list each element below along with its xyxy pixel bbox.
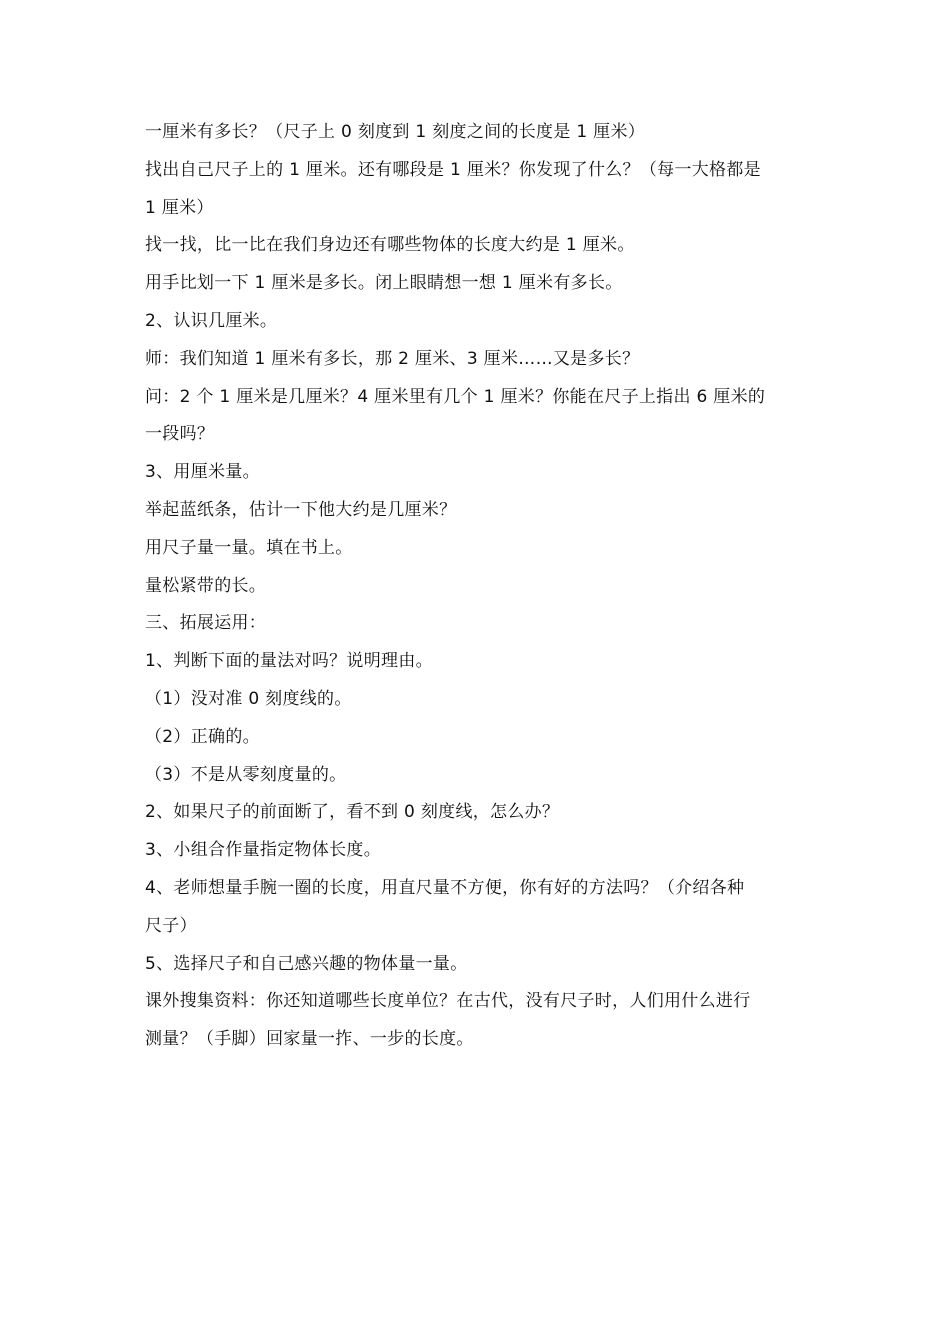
list-item: 4、老师想量手腕一圈的长度，用直尺量不方便，你有好的方法吗？（介绍各种 xyxy=(145,877,745,898)
text-line: 举起蓝纸条，估计一下他大约是几厘米？ xyxy=(145,499,457,520)
list-item: 3、小组合作量指定物体长度。 xyxy=(145,840,382,861)
text-line: 问：2 个 1 厘米是几厘米？4 厘米里有几个 1 厘米？你能在尺子上指出 6 厘米的 xyxy=(145,386,766,407)
text-line: 量松紧带的长。 xyxy=(145,575,267,596)
text-line: 用尺子量一量。填在书上。 xyxy=(145,537,353,558)
text-line: 测量？（手脚）回家量一拃、一步的长度。 xyxy=(145,1029,474,1050)
document-body xyxy=(145,114,813,1059)
text-line: 课外搜集资料：你还知道哪些长度单位？在古代，没有尺子时，人们用什么进行 xyxy=(145,991,751,1012)
section-heading: 2、认识几厘米。 xyxy=(145,310,278,331)
sub-list-item: （2）正确的。 xyxy=(145,726,260,747)
text-line: 1 厘米） xyxy=(145,197,214,218)
text-line: 一段吗？ xyxy=(145,424,215,445)
section-heading: 3、用厘米量。 xyxy=(145,462,260,483)
text-line: 用手比划一下 1 厘米是多长。闭上眼睛想一想 1 厘米有多长。 xyxy=(145,273,623,294)
text-line: 找一找，比一比在我们身边还有哪些物体的长度大约是 1 厘米。 xyxy=(145,235,635,256)
text-line: 一厘米有多长？（尺子上 0 刻度到 1 刻度之间的长度是 1 厘米） xyxy=(145,122,646,142)
sub-list-item: （1）没对准 0 刻度线的。 xyxy=(145,688,352,709)
text-line: 找出自己尺子上的 1 厘米。还有哪段是 1 厘米？你发现了什么？（每一大格都是 xyxy=(145,159,761,180)
text-line: 师：我们知道 1 厘米有多长，那 2 厘米、3 厘米……又是多长？ xyxy=(145,348,640,369)
list-item: 5、选择尺子和自己感兴趣的物体量一量。 xyxy=(145,953,468,974)
sub-list-item: （3）不是从零刻度量的。 xyxy=(145,764,347,785)
list-item: 1、判断下面的量法对吗？说明理由。 xyxy=(145,651,433,672)
text-line: 尺子） xyxy=(145,915,197,936)
list-item: 2、如果尺子的前面断了，看不到 0 刻度线，怎么办？ xyxy=(145,802,560,823)
section-heading: 三、拓展运用： xyxy=(145,613,267,634)
